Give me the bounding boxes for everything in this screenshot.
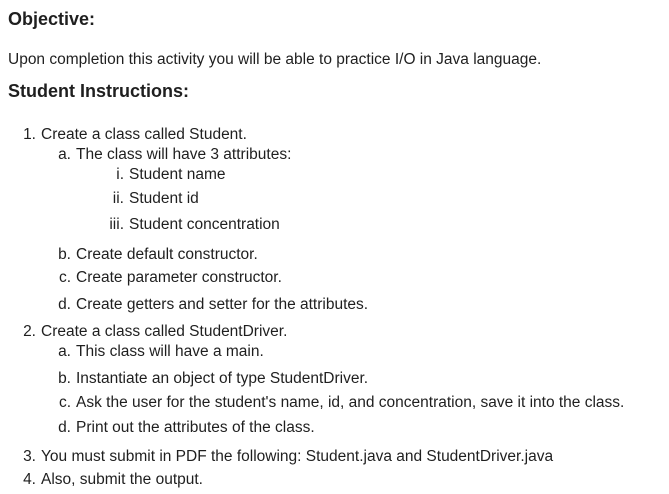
instruction-item-text: Also, submit the output. bbox=[41, 471, 203, 488]
list-marker: i. bbox=[116, 166, 124, 183]
list-marker: iii. bbox=[109, 216, 124, 233]
list-marker: b. bbox=[58, 246, 71, 263]
list-marker: b. bbox=[58, 370, 71, 387]
instruction-item bbox=[8, 189, 665, 208]
instruction-item bbox=[8, 393, 665, 412]
assignment-document bbox=[8, 8, 665, 489]
list-marker: 1. bbox=[23, 126, 36, 143]
list-marker: c. bbox=[58, 394, 71, 411]
instruction-item bbox=[8, 447, 665, 466]
instruction-item-text: Ask the user for the student's name, id, and concentration, save it into the class. bbox=[76, 394, 625, 411]
instruction-item-text: Student concentration bbox=[129, 216, 280, 233]
list-marker: a. bbox=[58, 146, 71, 163]
instruction-item bbox=[8, 342, 665, 361]
instruction-item-text: Student id bbox=[129, 190, 199, 207]
instruction-item-text: Create parameter constructor. bbox=[76, 269, 282, 286]
instruction-item-text: Print out the attributes of the class. bbox=[76, 419, 315, 436]
list-marker: ii. bbox=[112, 190, 124, 207]
instruction-item bbox=[8, 369, 665, 388]
instruction-item-text: Student name bbox=[129, 166, 226, 183]
instruction-item-text: Create default constructor. bbox=[76, 246, 258, 263]
instruction-item-text: Create a class called Student. bbox=[41, 126, 247, 143]
instruction-item bbox=[8, 295, 665, 314]
list-marker: d. bbox=[58, 419, 71, 436]
objective-text: Upon completion this activity you will be able to practice I/O in Java language. bbox=[8, 51, 542, 68]
instruction-item-text: You must submit in PDF the following: Student.java and StudentDriver.java bbox=[41, 448, 554, 465]
instruction-item bbox=[8, 470, 665, 489]
instructions-heading: Student Instructions: bbox=[8, 81, 189, 101]
instruction-item-text: Create a class called StudentDriver. bbox=[41, 323, 288, 340]
instruction-item bbox=[8, 322, 665, 341]
instruction-item bbox=[8, 268, 665, 287]
instruction-item-text: Create getters and setter for the attributes. bbox=[76, 296, 369, 313]
instruction-item bbox=[8, 418, 665, 437]
list-marker: d. bbox=[58, 296, 71, 313]
instruction-item bbox=[8, 215, 665, 234]
instruction-item bbox=[8, 125, 665, 144]
instruction-item bbox=[8, 165, 665, 184]
list-marker: 4. bbox=[23, 471, 36, 488]
list-marker: 3. bbox=[23, 448, 36, 465]
instruction-item bbox=[8, 245, 665, 264]
list-marker: a. bbox=[58, 343, 71, 360]
objective-heading: Objective: bbox=[8, 9, 96, 29]
instruction-item bbox=[8, 145, 665, 164]
list-marker: 2. bbox=[23, 323, 36, 340]
instruction-item-text: Instantiate an object of type StudentDriver. bbox=[76, 370, 369, 387]
list-marker: c. bbox=[58, 269, 71, 286]
instruction-item-text: This class will have a main. bbox=[76, 343, 264, 360]
instruction-item-text: The class will have 3 attributes: bbox=[76, 146, 292, 163]
instruction-list bbox=[8, 125, 665, 489]
